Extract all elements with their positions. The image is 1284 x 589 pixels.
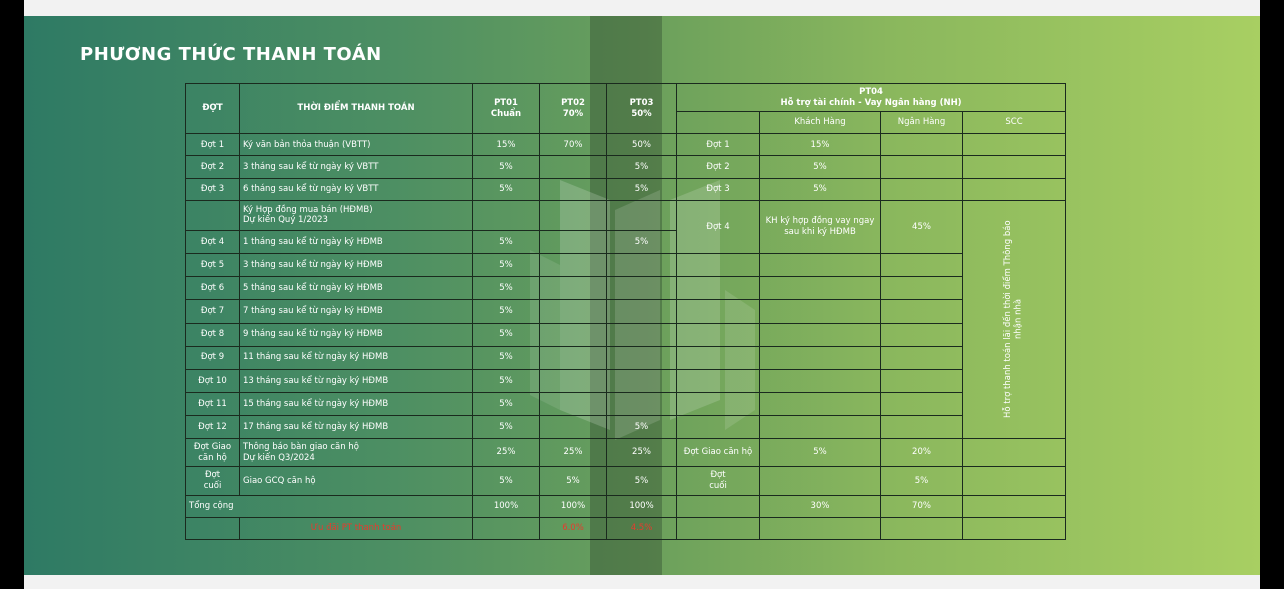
- discount-ngan-hang: [881, 517, 963, 539]
- header-scc: SCC: [963, 112, 1066, 134]
- bottom-strip: [24, 575, 1260, 589]
- header-pt04-blank: [677, 112, 760, 134]
- row-pt01: 5%: [473, 416, 540, 439]
- total-row: [186, 495, 1066, 517]
- row-pt01: 25%: [473, 439, 540, 467]
- row-time: Thông báo bàn giao căn hộ Dự kiến Q3/2024: [240, 439, 473, 467]
- row-dot: Đợt 1: [186, 134, 240, 156]
- row-pt02: [540, 346, 607, 369]
- header-thoi-diem: THỜI ĐIỂM THANH TOÁN: [240, 84, 473, 134]
- row-scc: [963, 156, 1066, 178]
- discount-khach-hang: [760, 517, 881, 539]
- row-pt01: 5%: [473, 346, 540, 369]
- row-pt01: 5%: [473, 277, 540, 300]
- row-pt03: [607, 323, 677, 346]
- row-scc: [963, 439, 1066, 467]
- total-pt03: 100%: [607, 495, 677, 517]
- row-khach-hang: [760, 416, 881, 439]
- discount-label: Ưu đãi PT thanh toán: [240, 517, 473, 539]
- row-ngan-hang: [881, 134, 963, 156]
- row-pt02: [540, 300, 607, 323]
- row-khach-hang: 5%: [760, 156, 881, 178]
- row-pt03: 50%: [607, 134, 677, 156]
- table-row: [186, 300, 1066, 323]
- row-pt04-dot: [677, 369, 760, 392]
- row-pt04-dot: [677, 277, 760, 300]
- row-time: Giao GCQ căn hộ: [240, 467, 473, 495]
- row-time: 7 tháng sau kể từ ngày ký HĐMB: [240, 300, 473, 323]
- row-dot: Đợt 8: [186, 323, 240, 346]
- row-pt02: [540, 178, 607, 200]
- row-pt04-dot: [677, 392, 760, 415]
- table-row: [186, 392, 1066, 415]
- row-pt03: 25%: [607, 439, 677, 467]
- row-pt04-dot: [677, 254, 760, 277]
- page-title: PHƯƠNG THỨC THANH TOÁN: [80, 44, 382, 65]
- header-pt04: PT04 Hỗ trợ tài chính - Vay Ngân hàng (NH): [677, 84, 1066, 112]
- row-dot: Đợt 11: [186, 392, 240, 415]
- row-pt02: 25%: [540, 439, 607, 467]
- row-khach-hang: [760, 300, 881, 323]
- total-scc: [963, 495, 1066, 517]
- row-time: 1 tháng sau kể từ ngày ký HĐMB: [240, 230, 473, 253]
- row-ngan-hang: [881, 416, 963, 439]
- table-row: [186, 254, 1066, 277]
- row-dot: Đợt 5: [186, 254, 240, 277]
- table-row: [186, 200, 1066, 230]
- row-pt04-dot: [677, 416, 760, 439]
- row-ngan-hang: 5%: [881, 467, 963, 495]
- discount-scc: [963, 517, 1066, 539]
- header-khach-hang: Khách Hàng: [760, 112, 881, 134]
- row-khach-hang: 15%: [760, 134, 881, 156]
- row-pt03: [607, 392, 677, 415]
- row-pt01: [473, 200, 540, 230]
- row-pt04-dot: Đợt 1: [677, 134, 760, 156]
- row-time: 3 tháng sau kể từ ngày ký HĐMB: [240, 254, 473, 277]
- header-pt02: PT02 70%: [540, 84, 607, 134]
- row-khach-hang: 5%: [760, 439, 881, 467]
- total-pt02: 100%: [540, 495, 607, 517]
- top-strip: [24, 0, 1260, 16]
- row-ngan-hang: [881, 254, 963, 277]
- row-ngan-hang: [881, 323, 963, 346]
- row-time: Ký Hợp đồng mua bán (HĐMB) Dự kiến Quý 1/2023: [240, 200, 473, 230]
- row-khach-hang: [760, 392, 881, 415]
- table-row: [186, 416, 1066, 439]
- row-dot: Đợt 9: [186, 346, 240, 369]
- row-ngan-hang: [881, 392, 963, 415]
- row-pt02: [540, 323, 607, 346]
- header-dot: ĐỢT: [186, 84, 240, 134]
- total-pt01: 100%: [473, 495, 540, 517]
- row-ngan-hang: [881, 156, 963, 178]
- discount-blank: [186, 517, 240, 539]
- row-pt01: 5%: [473, 369, 540, 392]
- table-row: [186, 178, 1066, 200]
- row-pt01: 5%: [473, 254, 540, 277]
- row-time: 6 tháng sau kể từ ngày ký VBTT: [240, 178, 473, 200]
- payment-table: [185, 83, 1066, 540]
- row-scc: [963, 134, 1066, 156]
- row-khach-hang: 5%: [760, 178, 881, 200]
- row-time: 13 tháng sau kể từ ngày ký HĐMB: [240, 369, 473, 392]
- row-pt03: 5%: [607, 230, 677, 253]
- row-dot: Đợt 6: [186, 277, 240, 300]
- row-pt02: [540, 254, 607, 277]
- row-dot: Đợt Giao căn hộ: [186, 439, 240, 467]
- row-ngan-hang: [881, 277, 963, 300]
- row-pt03: 5%: [607, 178, 677, 200]
- row-pt04-dot: [677, 346, 760, 369]
- discount-pt02: 6.0%: [540, 517, 607, 539]
- row-ngan-hang: 45%: [881, 200, 963, 253]
- row-pt02: [540, 416, 607, 439]
- table-row: [186, 346, 1066, 369]
- row-time: Ký văn bản thỏa thuận (VBTT): [240, 134, 473, 156]
- row-pt03: [607, 369, 677, 392]
- row-ngan-hang: [881, 369, 963, 392]
- header-ngan-hang: Ngân Hàng: [881, 112, 963, 134]
- row-pt03: [607, 254, 677, 277]
- table-row: [186, 323, 1066, 346]
- total-ngan-hang: 70%: [881, 495, 963, 517]
- discount-pt03: 4.5%: [607, 517, 677, 539]
- row-pt03: [607, 277, 677, 300]
- row-khach-hang: [760, 346, 881, 369]
- row-pt04-dot: Đợt 3: [677, 178, 760, 200]
- row-pt02: [540, 369, 607, 392]
- row-scc: [963, 178, 1066, 200]
- table-row: [186, 277, 1066, 300]
- row-dot: Đợt 3: [186, 178, 240, 200]
- row-ngan-hang: [881, 300, 963, 323]
- row-pt03: 5%: [607, 156, 677, 178]
- row-time: 3 tháng sau kể từ ngày ký VBTT: [240, 156, 473, 178]
- row-time: 11 tháng sau kể từ ngày ký HĐMB: [240, 346, 473, 369]
- row-time: 5 tháng sau kể từ ngày ký HĐMB: [240, 277, 473, 300]
- row-khach-hang: [760, 277, 881, 300]
- row-khach-hang: [760, 467, 881, 495]
- discount-pt04-dot: [677, 517, 760, 539]
- row-pt02: [540, 230, 607, 253]
- row-pt01: 5%: [473, 156, 540, 178]
- row-dot: Đợt 4: [186, 230, 240, 253]
- table-row: [186, 156, 1066, 178]
- row-pt03: 5%: [607, 467, 677, 495]
- row-dot: Đợt 12: [186, 416, 240, 439]
- row-pt02: 5%: [540, 467, 607, 495]
- row-pt01: 5%: [473, 392, 540, 415]
- row-pt03: [607, 346, 677, 369]
- row-pt04-dot: Đợt Giao căn hộ: [677, 439, 760, 467]
- row-khach-hang: [760, 254, 881, 277]
- row-ngan-hang: [881, 346, 963, 369]
- header-pt03: PT03 50%: [607, 84, 677, 134]
- row-pt01: 5%: [473, 178, 540, 200]
- row-scc: [963, 467, 1066, 495]
- row-time: 9 tháng sau kể từ ngày ký HĐMB: [240, 323, 473, 346]
- scc-note-cell: [963, 200, 1066, 438]
- row-ngan-hang: 20%: [881, 439, 963, 467]
- row-pt03: 5%: [607, 416, 677, 439]
- row-khach-hang: [760, 369, 881, 392]
- row-dot: Đợt cuối: [186, 467, 240, 495]
- row-pt04-dot: Đợt cuối: [677, 467, 760, 495]
- row-pt04-dot: Đợt 2: [677, 156, 760, 178]
- discount-pt01: [473, 517, 540, 539]
- header-pt01: PT01 Chuẩn: [473, 84, 540, 134]
- total-pt04-dot: [677, 495, 760, 517]
- table-row: [186, 369, 1066, 392]
- row-pt04-dot: Đợt 4: [677, 200, 760, 253]
- row-pt04-dot: [677, 323, 760, 346]
- row-pt02: 70%: [540, 134, 607, 156]
- row-dot: Đợt 2: [186, 156, 240, 178]
- row-dot: [186, 200, 240, 230]
- table-row: [186, 467, 1066, 495]
- row-time: 15 tháng sau kể từ ngày ký HĐMB: [240, 392, 473, 415]
- row-pt02: [540, 200, 607, 230]
- row-ngan-hang: [881, 178, 963, 200]
- row-pt02: [540, 277, 607, 300]
- table-row: [186, 134, 1066, 156]
- row-pt04-dot: [677, 300, 760, 323]
- row-khach-hang: [760, 323, 881, 346]
- total-khach-hang: 30%: [760, 495, 881, 517]
- row-pt01: 5%: [473, 300, 540, 323]
- row-pt01: 5%: [473, 323, 540, 346]
- table-row: [186, 439, 1066, 467]
- row-khach-hang: KH ký hợp đồng vay ngay sau khi ký HĐMB: [760, 200, 881, 253]
- row-pt03: [607, 200, 677, 230]
- row-pt01: 5%: [473, 230, 540, 253]
- total-label: Tổng cộng: [186, 495, 473, 517]
- row-pt02: [540, 156, 607, 178]
- row-pt01: 5%: [473, 467, 540, 495]
- row-dot: Đợt 7: [186, 300, 240, 323]
- row-pt01: 15%: [473, 134, 540, 156]
- discount-row: [186, 517, 1066, 539]
- scc-note: Hỗ trợ thanh toán lãi đến thời điểm Thông báo nhận nhà: [1003, 220, 1025, 419]
- row-pt02: [540, 392, 607, 415]
- row-pt03: [607, 300, 677, 323]
- row-time: 17 tháng sau kể từ ngày ký HĐMB: [240, 416, 473, 439]
- row-dot: Đợt 10: [186, 369, 240, 392]
